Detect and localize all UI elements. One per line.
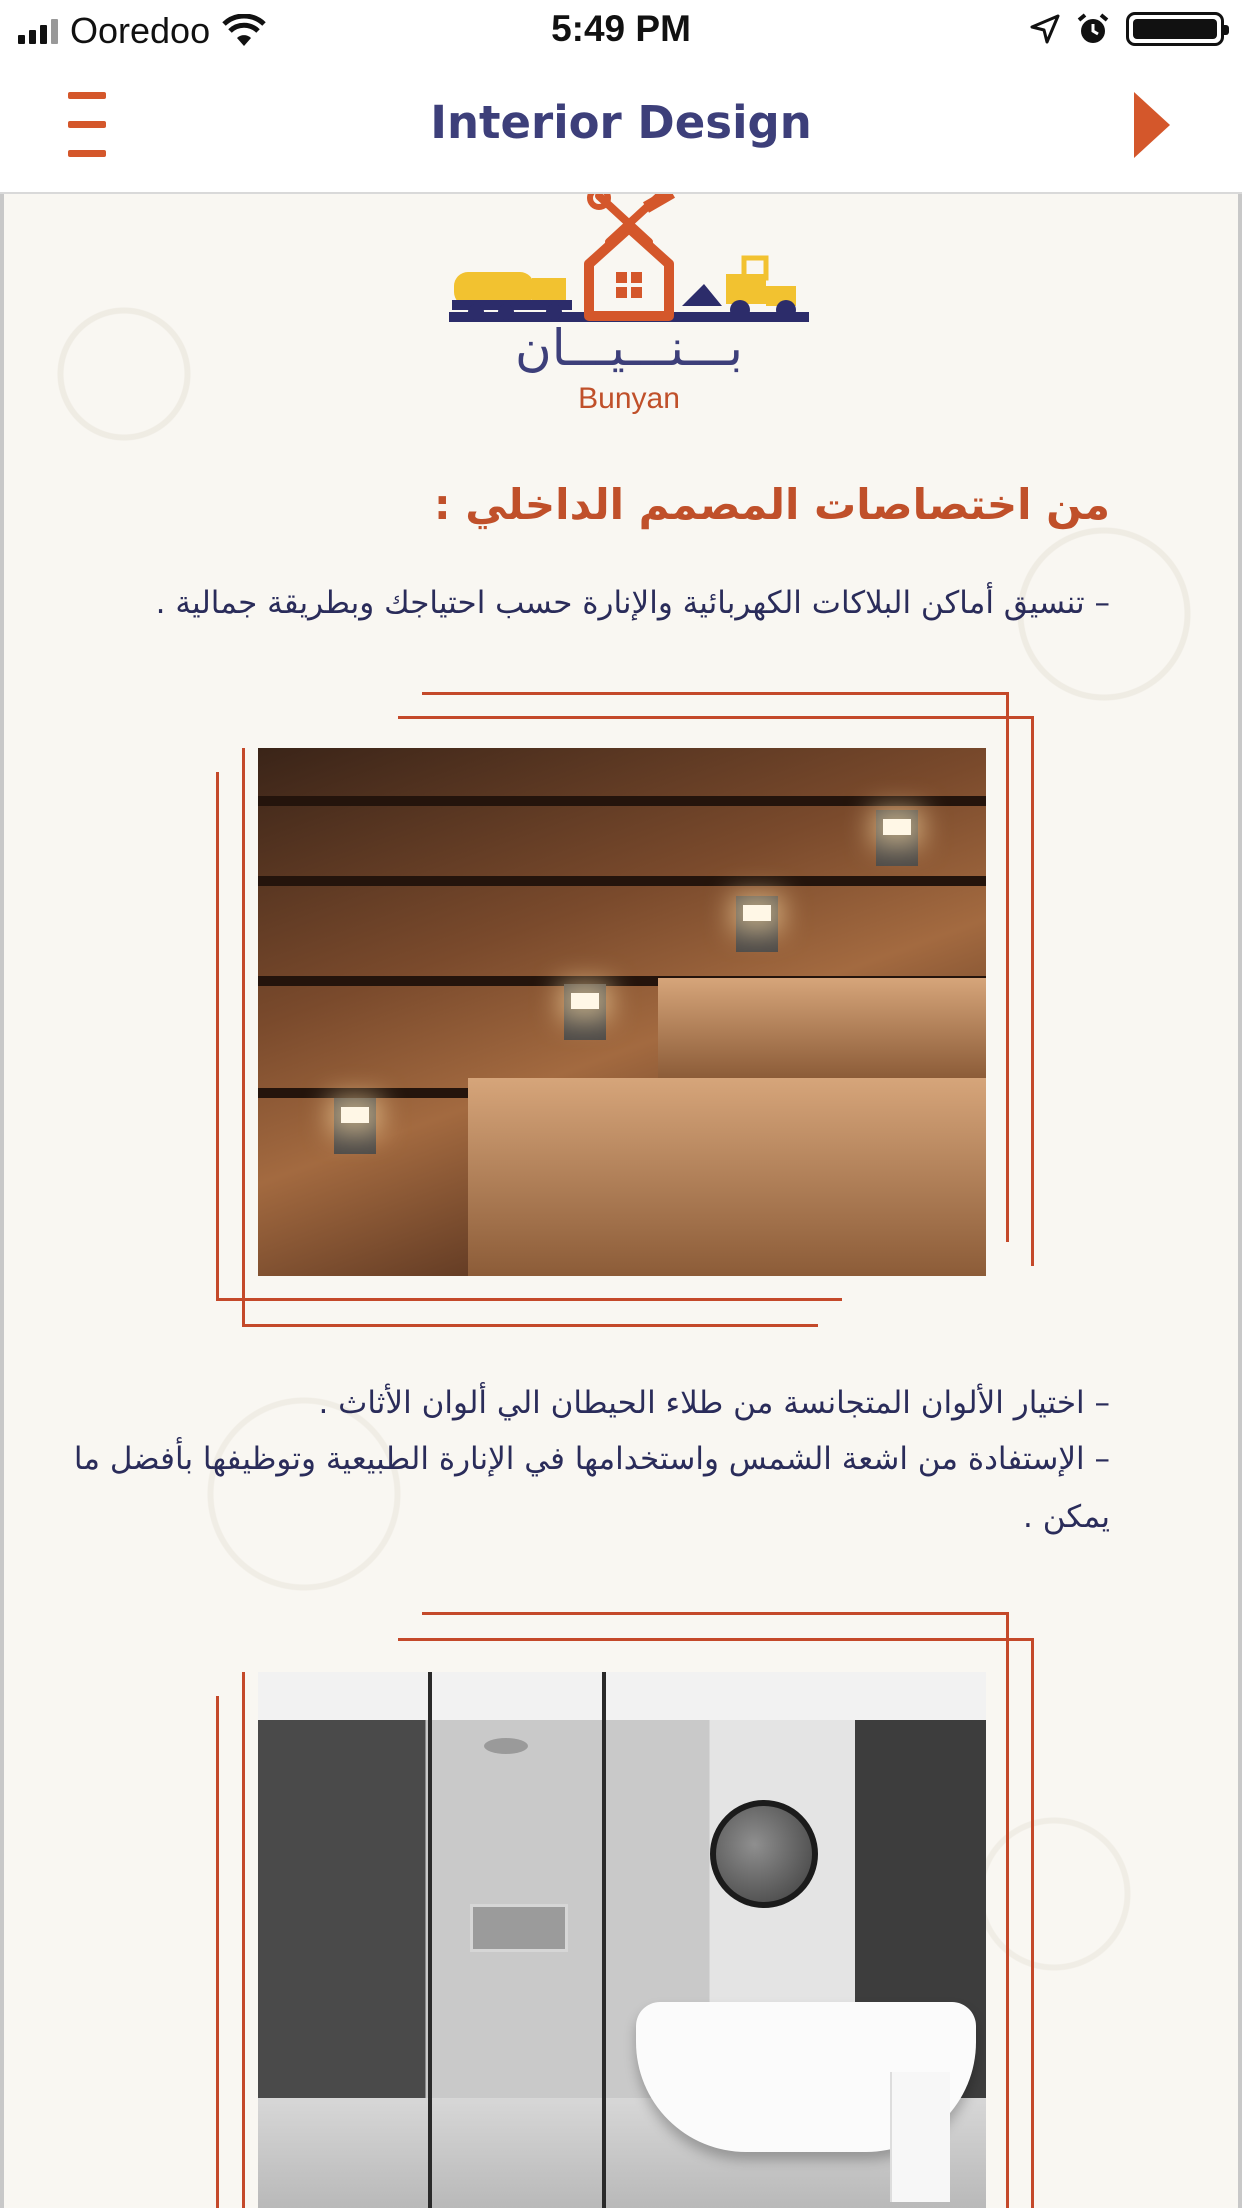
logo-arabic-text: بـــنـــيـــان	[515, 319, 743, 377]
logo-latin-text: Bunyan	[578, 382, 680, 415]
content-area	[0, 194, 1242, 2208]
paragraph-colors: – اختيار الألوان المتجانسة من طلاء الحيطان الي ألوان الأثاث .	[318, 1385, 1110, 1421]
location-arrow-icon	[1030, 14, 1060, 44]
navigation-bar	[0, 62, 1242, 194]
status-time: 5:49 PM	[551, 8, 691, 49]
carrier-name: Ooredoo	[70, 10, 211, 51]
paragraph-lighting: – تنسيق أماكن البلاكات الكهربائية والإنارة حسب احتياجك وبطريقة جمالية .	[155, 585, 1110, 621]
battery-icon	[1126, 12, 1224, 46]
forward-button[interactable]	[1134, 92, 1170, 158]
paragraph-sunlight: – الإستفادة من اشعة الشمس واستخدامها في الإنارة الطبيعية وتوظيفها بأفضل ما يمكن .	[73, 1441, 1110, 1535]
bathroom-photo	[258, 1672, 986, 2208]
status-right	[1030, 12, 1224, 46]
status-bar	[0, 0, 1242, 62]
alarm-clock-icon	[1076, 12, 1110, 46]
page-title: Interior Design	[430, 96, 812, 149]
section-heading: من اختصاصات المصمم الداخلي :	[433, 480, 1110, 529]
